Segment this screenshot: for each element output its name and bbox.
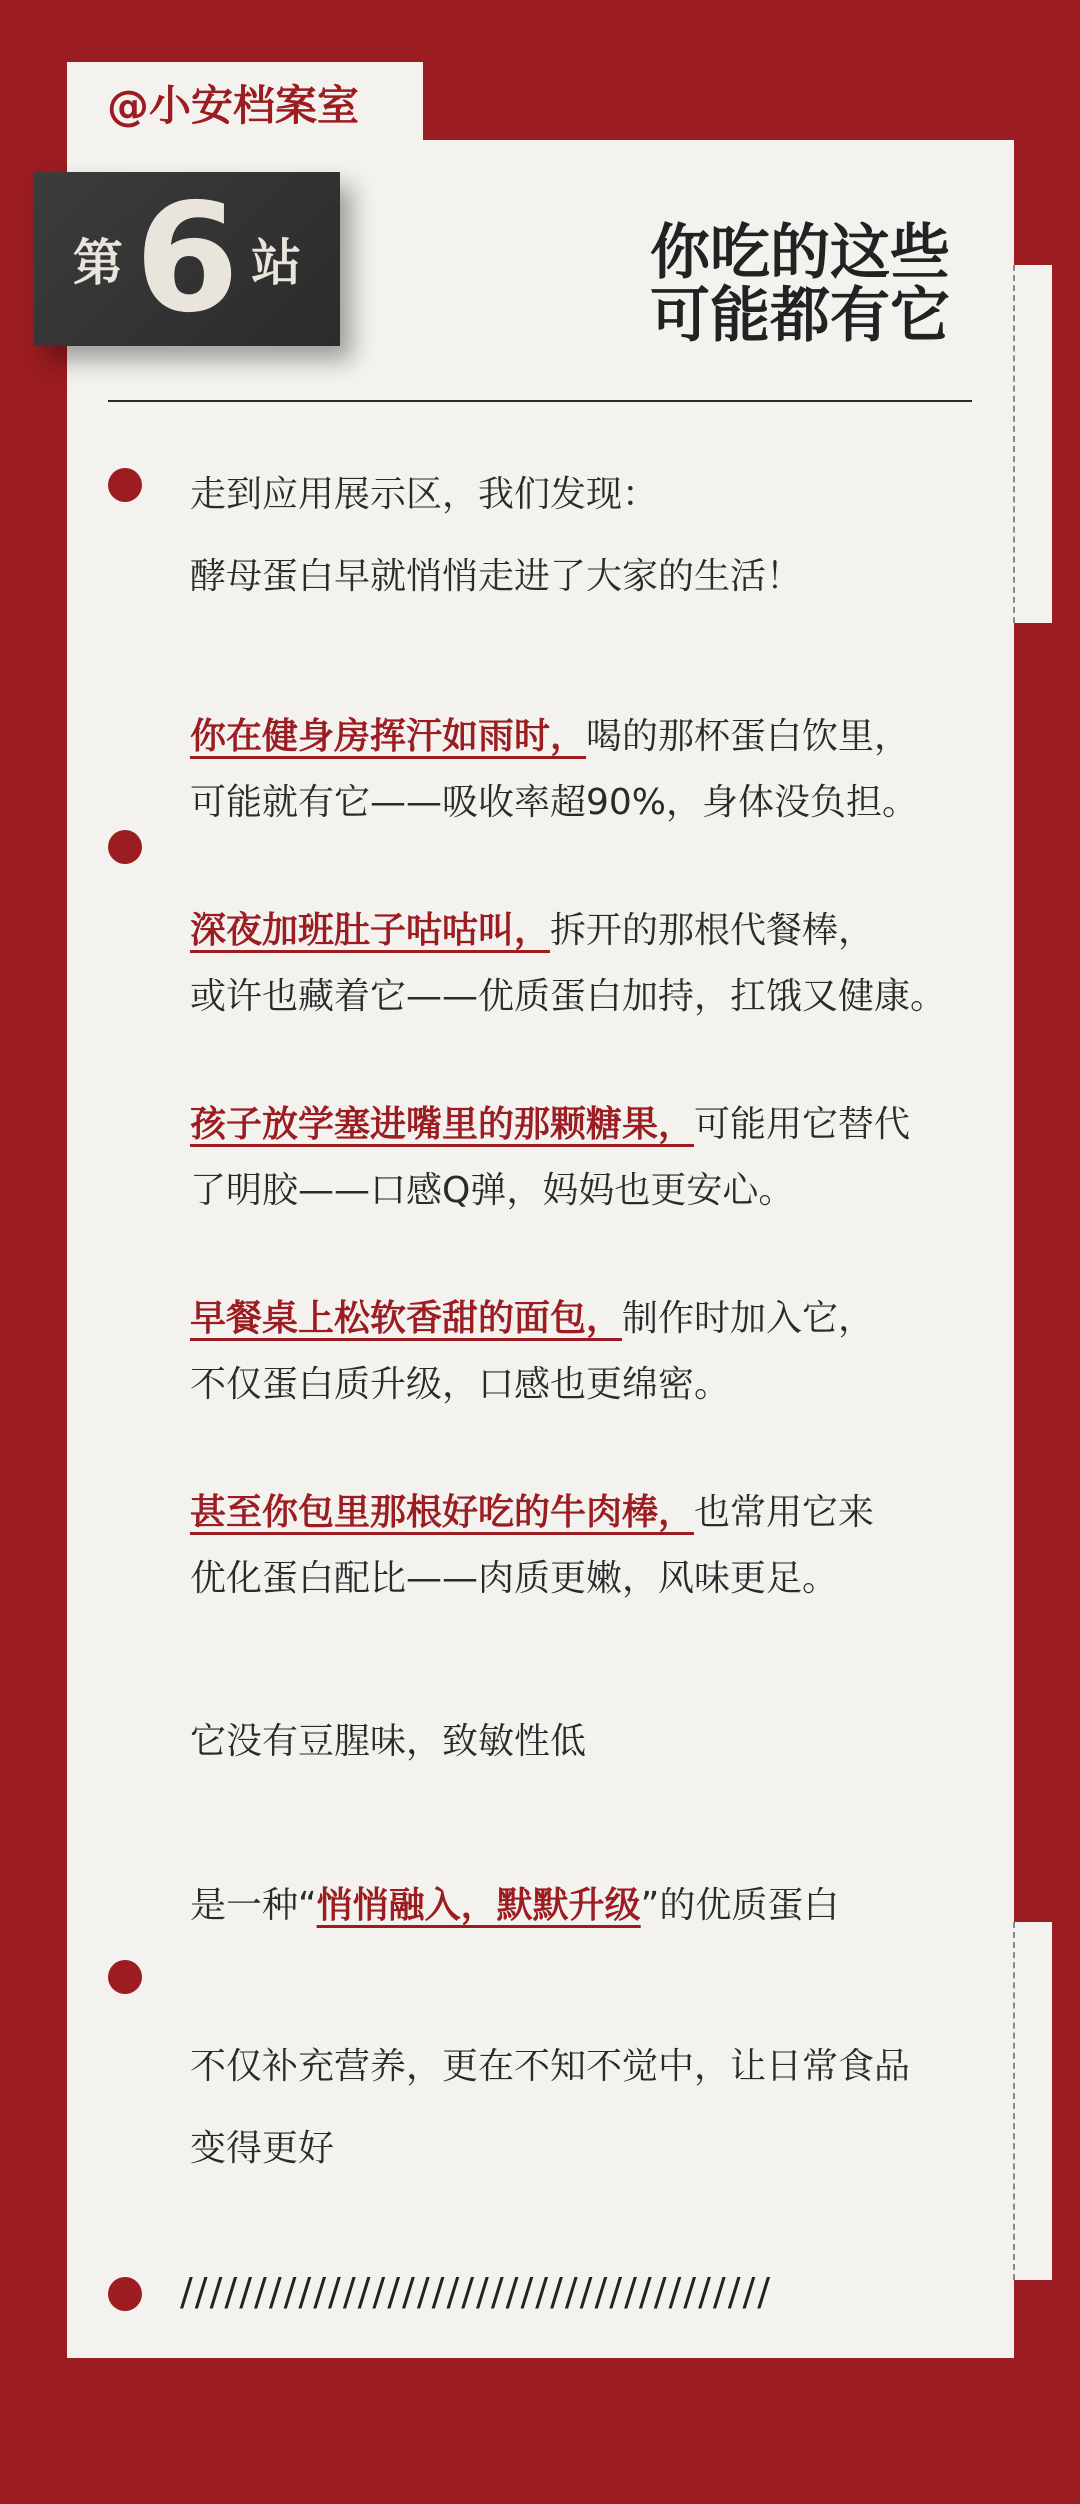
- example-rest: 也常用它来: [694, 1492, 875, 1533]
- summary-line-1: 它没有豆腥味，致敏性低: [190, 1721, 587, 1762]
- bullet-dot: [108, 468, 142, 502]
- example-highlight: 你在健身房挥汗如雨时，: [190, 716, 587, 757]
- example-rest: 拆开的那根代餐棒，: [550, 910, 875, 951]
- bullet-dot: [108, 830, 142, 864]
- summary-prefix: 是一种“: [190, 1885, 317, 1926]
- example-rest: 可能用它替代: [694, 1104, 911, 1145]
- intro-line-1: 走到应用展示区，我们发现：: [190, 474, 659, 515]
- side-tab-bottom: [1013, 1922, 1052, 2280]
- summary-suffix: ”的优质蛋白: [640, 1885, 840, 1926]
- example-rest: 喝的那杯蛋白饮里，: [586, 716, 911, 757]
- station-badge: [34, 172, 340, 346]
- example-line: [190, 1484, 874, 1535]
- example-line-2: 可能就有它——吸收率超90%，身体没负担。: [190, 782, 919, 823]
- title-line-1: 你吃的这些: [650, 218, 950, 288]
- decorative-slashes: ////////////////////////////////////////: [180, 2270, 773, 2314]
- example-line-2: 优化蛋白配比——肉质更嫩，风味更足。: [190, 1558, 839, 1599]
- bullet-dot: [108, 1960, 142, 1994]
- summary-line-3: 不仅补充营养，更在不知不觉中，让日常食品: [190, 2046, 911, 2087]
- example-line: [190, 708, 910, 759]
- example-line: [190, 902, 874, 953]
- title-line-2: 可能都有它: [650, 281, 950, 351]
- station-prefix: 第: [72, 234, 123, 292]
- summary-line-2: [190, 1877, 839, 1928]
- example-highlight: 甚至你包里那根好吃的牛肉棒，: [190, 1492, 695, 1533]
- account-name: @小安档案室: [107, 81, 360, 130]
- example-line-2: 不仅蛋白质升级，口感也更绵密。: [190, 1364, 731, 1405]
- summary-highlight: 悄悄融入，默默升级: [316, 1885, 641, 1926]
- bullet-dot: [108, 2277, 142, 2311]
- station-number: 6: [134, 172, 240, 346]
- example-line: [190, 1096, 910, 1147]
- station-suffix: 站: [251, 234, 302, 292]
- account-tab: [67, 62, 423, 144]
- example-line: [190, 1290, 874, 1341]
- example-line-2: 或许也藏着它——优质蛋白加持，扛饿又健康。: [190, 976, 947, 1017]
- example-line-2: 了明胶——口感Q弹，妈妈也更安心。: [190, 1170, 795, 1211]
- page-title: [650, 218, 950, 351]
- intro-line-2: 酵母蛋白早就悄悄走进了大家的生活！: [190, 556, 803, 597]
- example-highlight: 孩子放学塞进嘴里的那颗糖果，: [190, 1104, 695, 1145]
- title-divider: [108, 400, 972, 402]
- example-highlight: 早餐桌上松软香甜的面包，: [190, 1298, 623, 1339]
- summary-line-4: 变得更好: [190, 2128, 335, 2169]
- example-highlight: 深夜加班肚子咕咕叫，: [190, 910, 551, 951]
- example-rest: 制作时加入它，: [622, 1298, 875, 1339]
- side-tab-top: [1013, 265, 1052, 623]
